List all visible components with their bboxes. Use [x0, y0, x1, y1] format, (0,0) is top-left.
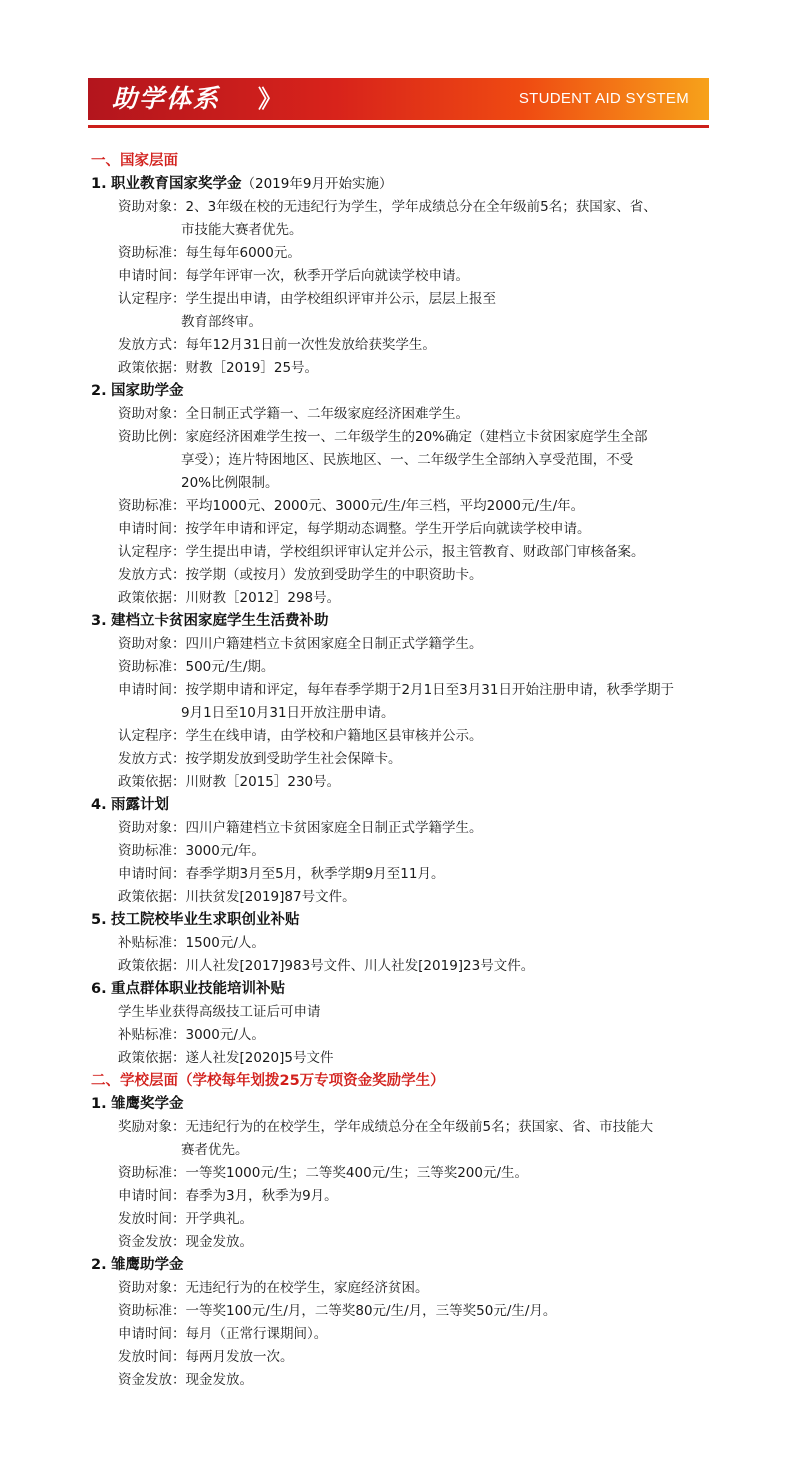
info-row	[91, 656, 711, 679]
info-row	[91, 495, 711, 518]
row-text: 开学典礼。	[185, 1211, 253, 1227]
row-text: 每月（正常行课期间）。	[185, 1326, 328, 1342]
header-title: 助学体系	[112, 84, 221, 113]
row-label: 政策依据：	[118, 1050, 186, 1066]
info-row	[91, 1001, 711, 1024]
row-label: 认定程序：	[118, 544, 186, 560]
row-text: 教育部终审。	[181, 314, 262, 330]
info-row	[91, 1300, 711, 1323]
item-number: 5.	[91, 912, 107, 928]
info-row	[91, 1369, 711, 1392]
row-text: 每学年评审一次，秋季开学后向就读学校申请。	[185, 268, 469, 284]
row-label: 申请时间：	[118, 1188, 186, 1204]
info-row	[91, 1139, 711, 1162]
row-text: 川财教［2015］230号。	[185, 774, 341, 790]
row-label: 发放方式：	[118, 567, 186, 583]
row-label: 资助标准：	[118, 1165, 186, 1181]
row-text: 川扶贫发[2019]87号文件。	[185, 889, 356, 905]
item-title	[91, 794, 711, 817]
row-text: 一等奖1000元/生；二等奖400元/生；三等奖200元/生。	[185, 1165, 529, 1181]
info-row	[91, 748, 711, 771]
row-label: 发放方式：	[118, 337, 186, 353]
info-row	[91, 886, 711, 909]
row-label: 发放时间：	[118, 1349, 186, 1365]
row-text: 市技能大赛者优先。	[181, 222, 303, 238]
row-label: 补贴标准：	[118, 1027, 186, 1043]
item-note: （2019年9月开始实施）	[241, 176, 393, 192]
row-text: 春季学期3月至5月，秋季学期9月至11月。	[185, 866, 445, 882]
info-row	[91, 449, 711, 472]
info-row	[91, 426, 711, 449]
row-text: 9月1日至10月31日开放注册申请。	[181, 705, 395, 721]
item-title	[91, 909, 711, 932]
row-label: 资助标准：	[118, 659, 186, 675]
info-row	[91, 587, 711, 610]
row-label: 资助标准：	[118, 245, 186, 261]
item-number: 2.	[91, 1257, 107, 1273]
row-label: 政策依据：	[118, 958, 186, 974]
row-text: 四川户籍建档立卡贫困家庭全日制正式学籍学生。	[185, 820, 483, 836]
row-text: 财教［2019］25号。	[185, 360, 319, 376]
row-label: 政策依据：	[118, 889, 186, 905]
info-row	[91, 679, 711, 702]
item-title	[91, 610, 711, 633]
row-label: 认定程序：	[118, 291, 186, 307]
row-text: 学生提出申请，由学校组织评审并公示，层层上报至	[185, 291, 496, 307]
row-label: 资金发放：	[118, 1372, 186, 1388]
row-text: 3000元/年。	[185, 843, 265, 859]
item-name: 职业教育国家奖学金	[111, 176, 242, 192]
info-row	[91, 1208, 711, 1231]
row-label: 申请时间：	[118, 1326, 186, 1342]
row-label: 资助对象：	[118, 1280, 186, 1296]
row-text: 遂人社发[2020]5号文件	[185, 1050, 334, 1066]
row-label: 资助标准：	[118, 1303, 186, 1319]
info-row	[91, 863, 711, 886]
info-row	[91, 541, 711, 564]
item-name: 雏鹰助学金	[111, 1257, 184, 1273]
row-text: 学生提出申请，学校组织评审认定并公示，报主管教育、财政部门审核备案。	[185, 544, 645, 560]
info-row	[91, 564, 711, 587]
row-text: 按学期发放到受助学生社会保障卡。	[185, 751, 402, 767]
row-text: 无违纪行为的在校学生，学年成绩总分在全年级前5名；获国家、省、市技能大	[185, 1119, 654, 1135]
info-row	[91, 1047, 711, 1070]
info-row	[91, 196, 711, 219]
row-label: 申请时间：	[118, 682, 186, 698]
info-row	[91, 771, 711, 794]
row-text: 川人社发[2017]983号文件、川人社发[2019]23号文件。	[185, 958, 535, 974]
info-row	[91, 1323, 711, 1346]
info-row	[91, 817, 711, 840]
info-row	[91, 725, 711, 748]
row-text: 按学年申请和评定，每学期动态调整。学生开学后向就读学校申请。	[185, 521, 591, 537]
info-row	[91, 955, 711, 978]
row-text: 1500元/人。	[185, 935, 265, 951]
info-row	[91, 1185, 711, 1208]
row-text: 每年12月31日前一次性发放给获奖学生。	[185, 337, 436, 353]
item-name: 国家助学金	[111, 383, 184, 399]
info-row	[91, 311, 711, 334]
row-text: 现金发放。	[185, 1372, 253, 1388]
row-label: 奖励对象：	[118, 1119, 186, 1135]
row-text: 每两月发放一次。	[185, 1349, 294, 1365]
row-label: 资助对象：	[118, 820, 186, 836]
section-title: 二、学校层面（学校每年划拨25万专项资金奖励学生）	[91, 1073, 445, 1089]
info-row	[91, 265, 711, 288]
row-text: 500元/生/期。	[185, 659, 275, 675]
row-text: 无违纪行为的在校学生，家庭经济贫困。	[185, 1280, 429, 1296]
row-text: 春季为3月，秋季为9月。	[185, 1188, 338, 1204]
item-title	[91, 978, 711, 1001]
row-label: 资助对象：	[118, 199, 186, 215]
row-label: 资助标准：	[118, 498, 186, 514]
chevron-right-icon: 》	[258, 85, 282, 113]
row-label: 申请时间：	[118, 866, 186, 882]
row-label: 政策依据：	[118, 360, 186, 376]
row-text: 每生每年6000元。	[185, 245, 301, 261]
item-name: 重点群体职业技能培训补贴	[111, 981, 285, 997]
item-number: 6.	[91, 981, 107, 997]
row-label: 资金发放：	[118, 1234, 186, 1250]
item-title	[91, 1254, 711, 1277]
row-label: 发放时间：	[118, 1211, 186, 1227]
row-text: 3000元/人。	[185, 1027, 265, 1043]
item-number: 1.	[91, 176, 107, 192]
row-label: 认定程序：	[118, 728, 186, 744]
info-row	[91, 702, 711, 725]
item-number: 1.	[91, 1096, 107, 1112]
item-title	[91, 380, 711, 403]
document-body	[91, 150, 711, 1392]
item-number: 4.	[91, 797, 107, 813]
row-label: 学生毕业获得高级技工证后可申请	[118, 1004, 321, 1020]
item-name: 雏鹰奖学金	[111, 1096, 184, 1112]
header-divider	[88, 125, 709, 128]
info-row	[91, 518, 711, 541]
info-row	[91, 1024, 711, 1047]
row-text: 学生在线申请，由学校和户籍地区县审核并公示。	[185, 728, 483, 744]
row-text: 2、3年级在校的无违纪行为学生，学年成绩总分在全年级前5名；获国家、省、	[185, 199, 657, 215]
row-text: 川财教［2012］298号。	[185, 590, 341, 606]
row-text: 一等奖100元/生/月，二等奖80元/生/月，三等奖50元/生/月。	[185, 1303, 557, 1319]
row-text: 赛者优先。	[181, 1142, 249, 1158]
info-row	[91, 334, 711, 357]
info-row	[91, 1162, 711, 1185]
info-row	[91, 1231, 711, 1254]
item-number: 3.	[91, 613, 107, 629]
info-row	[91, 403, 711, 426]
item-name: 雨露计划	[111, 797, 169, 813]
item-name: 建档立卡贫困家庭学生生活费补助	[111, 613, 329, 629]
info-row	[91, 932, 711, 955]
item-title	[91, 173, 711, 196]
info-row	[91, 1116, 711, 1139]
row-text: 平均1000元、2000元、3000元/生/年三档，平均2000元/生/年。	[185, 498, 585, 514]
row-label: 政策依据：	[118, 774, 186, 790]
row-text: 全日制正式学籍一、二年级家庭经济困难学生。	[185, 406, 469, 422]
info-row	[91, 219, 711, 242]
info-row	[91, 357, 711, 380]
info-row	[91, 840, 711, 863]
info-row	[91, 472, 711, 495]
row-label: 资助标准：	[118, 843, 186, 859]
row-text: 家庭经济困难学生按一、二年级学生的20%确定（建档立卡贫困家庭学生全部	[185, 429, 648, 445]
row-label: 资助比例：	[118, 429, 186, 445]
item-title	[91, 1093, 711, 1116]
row-label: 发放方式：	[118, 751, 186, 767]
row-label: 申请时间：	[118, 268, 186, 284]
row-label: 政策依据：	[118, 590, 186, 606]
row-text: 现金发放。	[185, 1234, 253, 1250]
row-label: 补贴标准：	[118, 935, 186, 951]
row-label: 申请时间：	[118, 521, 186, 537]
info-row	[91, 1346, 711, 1369]
row-text: 四川户籍建档立卡贫困家庭全日制正式学籍学生。	[185, 636, 483, 652]
row-label: 资助对象：	[118, 406, 186, 422]
item-name: 技工院校毕业生求职创业补贴	[111, 912, 300, 928]
header-subtitle: STUDENT AID SYSTEM	[518, 90, 689, 107]
row-text: 按学期（或按月）发放到受助学生的中职资助卡。	[185, 567, 483, 583]
info-row	[91, 633, 711, 656]
row-text: 享受）；连片特困地区、民族地区、一、二年级学生全部纳入享受范围，不受	[181, 452, 634, 468]
row-text: 20%比例限制。	[181, 475, 279, 491]
info-row	[91, 242, 711, 265]
section-title: 一、国家层面	[91, 153, 178, 169]
row-label: 资助对象：	[118, 636, 186, 652]
item-number: 2.	[91, 383, 107, 399]
row-text: 按学期申请和评定，每年春季学期于2月1日至3月31日开始注册申请，秋季学期于	[185, 682, 674, 698]
header-banner	[88, 78, 709, 120]
info-row	[91, 288, 711, 311]
info-row	[91, 1277, 711, 1300]
